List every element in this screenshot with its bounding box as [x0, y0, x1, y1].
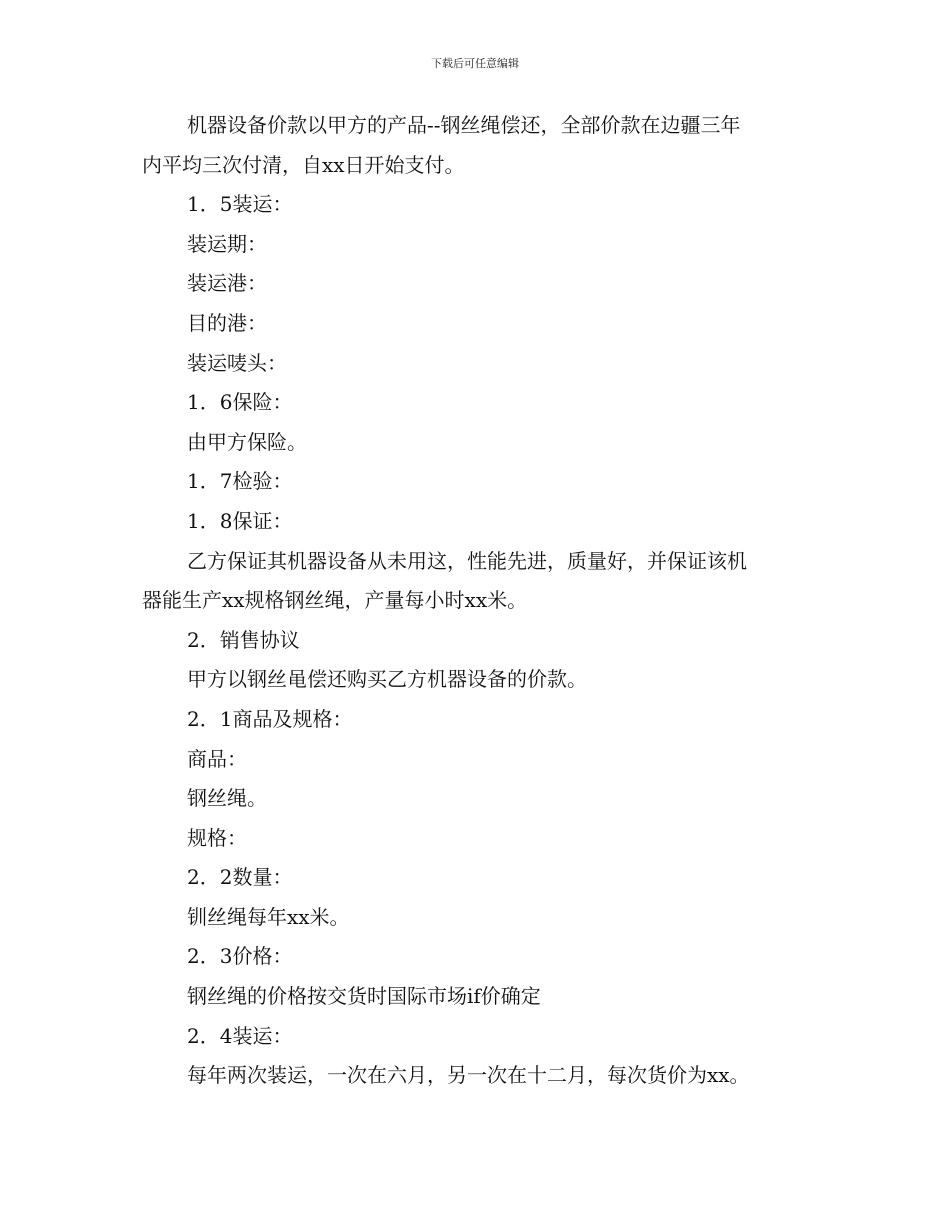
- section-heading: 1．8保证：: [187, 508, 293, 533]
- page-header: 下载后可任意编辑: [431, 57, 519, 70]
- field-label: 装运港：: [187, 271, 267, 296]
- section-heading: 1．7检验：: [187, 469, 293, 494]
- paragraph-line: 钏丝绳每年xx米。: [187, 904, 350, 929]
- section-heading: 2．销售协议: [187, 627, 300, 652]
- field-label: 目的港：: [187, 310, 267, 335]
- paragraph-line: 机器设备价款以甲方的产品--钢丝绳偿还，全部价款在边疆三年: [187, 113, 741, 137]
- document-body: [142, 106, 807, 1096]
- paragraph-line: 甲方以钢丝黾偿还购买乙方机器设备的价款。: [187, 667, 587, 692]
- section-heading: 2．4装运：: [187, 1023, 293, 1048]
- field-label: 商品：: [187, 746, 247, 771]
- paragraph-line: 由甲方保险。: [187, 429, 307, 454]
- paragraph-line: 乙方保证其机器设备从未用这，性能先进，质量好，并保证该机: [187, 548, 747, 573]
- paragraph-line: 器能生产xx规格钢丝绳，产量每小时xx米。: [142, 588, 528, 613]
- section-heading: 2．3价格：: [187, 944, 293, 969]
- section-heading: 2．2数量：: [187, 865, 293, 890]
- field-label: 装运唛头：: [187, 350, 287, 375]
- field-label: 装运期：: [187, 231, 267, 256]
- section-heading: 1．5装运：: [187, 192, 293, 217]
- paragraph-line: 钢丝绳。: [187, 786, 267, 811]
- section-heading: 2．1商品及规格：: [187, 706, 353, 731]
- field-label: 规格：: [187, 825, 247, 850]
- paragraph-line: 内平均三次付清，自xx日开始支付。: [142, 152, 465, 177]
- paragraph-line: 每年两次装运，一次在六月，另一次在十二月，每次货价为xx。: [187, 1063, 750, 1088]
- paragraph-line: 钢丝绳的价格按交货时国际市场if价确定: [187, 984, 541, 1009]
- section-heading: 1．6保险：: [187, 390, 293, 415]
